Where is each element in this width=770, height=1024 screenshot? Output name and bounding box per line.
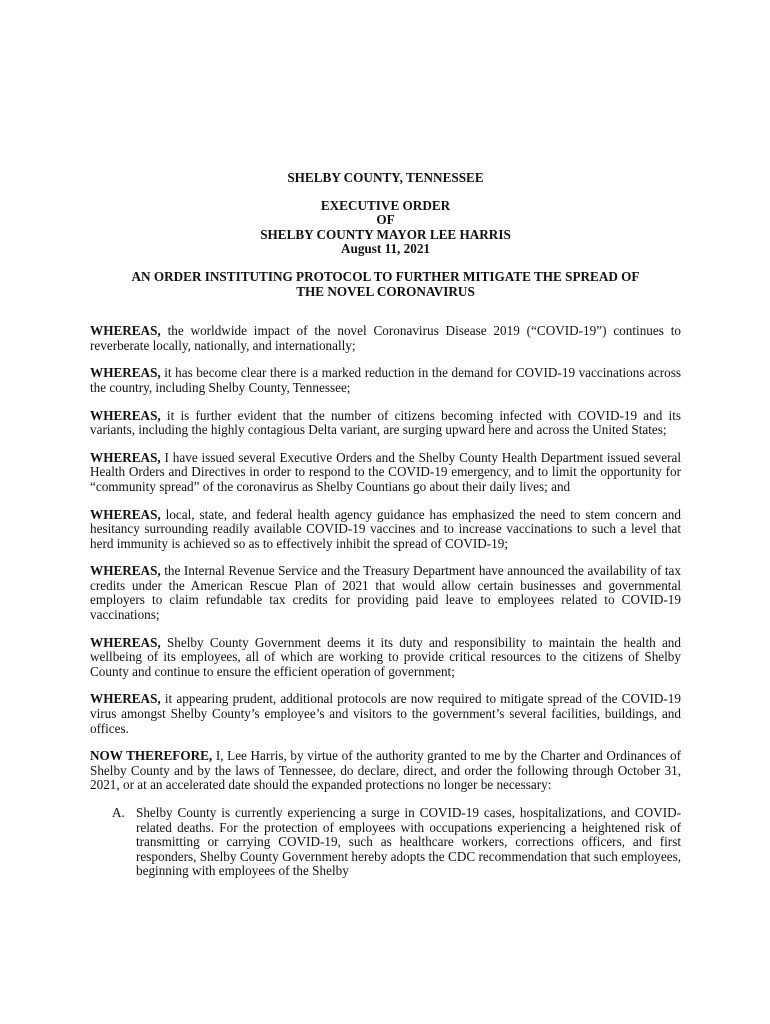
whereas-text: it is further evident that the number of citizens becoming infected with COVID-19 and its variants, including the highly contagious Delta variant, are surging upward here and across the United States;: [90, 407, 681, 438]
order-title: [90, 270, 681, 299]
order-list-item: [90, 806, 681, 879]
whereas-text: the worldwide impact of the novel Coronavirus Disease 2019 (“COVID-19”) continues to reverberate locally, nationally, and internationally;: [90, 323, 681, 353]
whereas-lead: WHEREAS,: [90, 506, 161, 522]
whereas-lead: WHEREAS,: [90, 407, 161, 423]
order-title-line1: AN ORDER INSTITUTING PROTOCOL TO FURTHER MITIGATE THE SPREAD OF: [131, 268, 640, 284]
whereas-text: the Internal Revenue Service and the Treasury Department have announced the availability of tax credits under the American Rescue Plan of 2021 that would allow certain businesses and governmental employers to claim refundable tax credits for providing paid leave to employees related to COVID-19 vaccinations;: [90, 563, 681, 623]
whereas-paragraph: [90, 451, 681, 495]
whereas-paragraph: [90, 409, 681, 438]
whereas-lead: WHEREAS,: [90, 323, 161, 339]
whereas-lead: WHEREAS,: [90, 449, 161, 465]
order-heading-line1: EXECUTIVE ORDER: [320, 197, 451, 213]
document-body: [90, 171, 681, 879]
whereas-text: Shelby County Government deems it its duty and responsibility to maintain the health and wellbeing of its employees, all of which are working to provide critical resources to the citizens of Shelby County and continue to ensure the efficient operation of government;: [90, 634, 681, 679]
now-therefore-text: I, Lee Harris, by virtue of the authority granted to me by the Charter and Ordinances of Shelby County and by the laws of Tennessee, do declare, direct, and order the following through October 31, 2021, or at an accelerated date should the expanded protections no longer be necessary:: [90, 748, 681, 793]
whereas-lead: WHEREAS,: [90, 563, 161, 579]
whereas-text: it has become clear there is a marked reduction in the demand for COVID-19 vaccinations across the country, including Shelby County, Tennessee;: [90, 365, 681, 395]
whereas-paragraph: [90, 564, 681, 622]
whereas-text: I have issued several Executive Orders and the Shelby County Health Department issued several Health Orders and Directives in order to respond to the COVID-19 emergency, and to limit the opportunity for “community spread” of the coronavirus as Shelby Countians go about their daily lives; and: [90, 449, 681, 494]
whereas-paragraph: [90, 636, 681, 680]
now-therefore-paragraph: [90, 749, 681, 793]
whereas-lead: WHEREAS,: [90, 691, 161, 707]
whereas-lead: WHEREAS,: [90, 634, 161, 650]
whereas-text: it appearing prudent, additional protocols are now required to mitigate spread of the COVID-19 virus amongst Shelby County’s employee’s and visitors to the government’s several facilities, buildings, and offices.: [90, 691, 681, 736]
whereas-paragraph: [90, 508, 681, 552]
list-item-text: Shelby County is currently experiencing a surge in COVID-19 cases, hospitalizations, and COVID-related deaths. For the protection of employees with occupations experiencing a heightened risk of transmitting or carrying COVID-19, such as healthcare workers, corrections officers, and first responders, Shelby County Government hereby adopts the CDC recommendation that such employees, beginning with employees of the Shelby: [136, 805, 681, 879]
order-heading-line2: OF: [376, 212, 395, 228]
order-heading-line3: SHELBY COUNTY MAYOR LEE HARRIS: [260, 226, 511, 242]
now-therefore-lead: NOW THEREFORE,: [90, 748, 213, 764]
whereas-text: local, state, and federal health agency guidance has emphasized the need to stem concern and hesitancy surrounding readily available COVID-19 vaccines and to increase vaccinations to such a level that herd immunity is achieved so as to effectively inhibit the spread of COVID-19;: [90, 506, 681, 551]
order-title-line2: THE NOVEL CORONAVIRUS: [296, 283, 475, 299]
county-heading: SHELBY COUNTY, TENNESSEE: [287, 170, 484, 185]
order-date: August 11, 2021: [340, 241, 431, 257]
whereas-paragraph: [90, 366, 681, 395]
whereas-lead: WHEREAS,: [90, 365, 161, 381]
whereas-paragraph: [90, 692, 681, 736]
whereas-paragraph: [90, 324, 681, 353]
order-heading-block: [90, 199, 681, 257]
list-marker: A.: [112, 805, 125, 820]
